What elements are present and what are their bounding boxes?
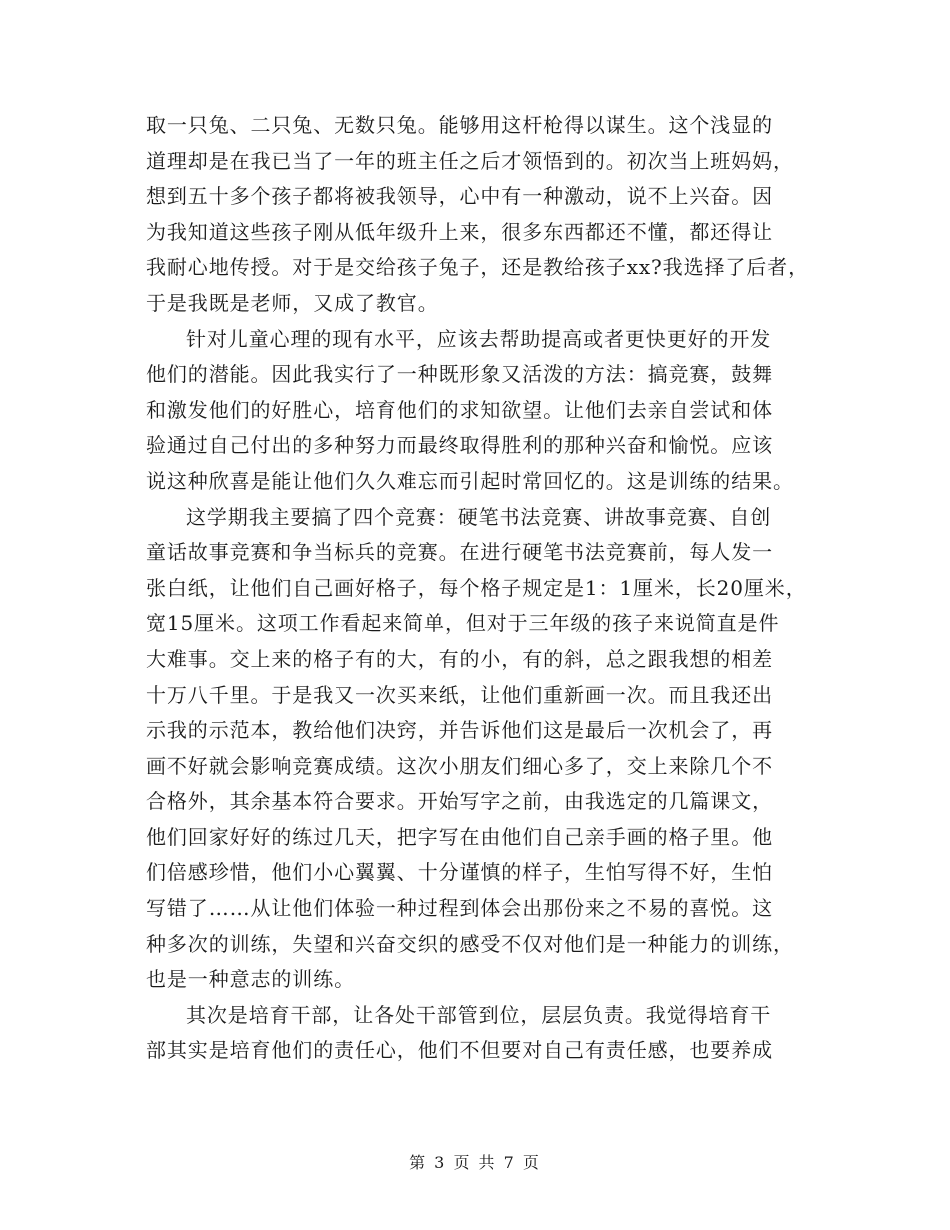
- text-line: 也是一种意志的训练。: [146, 967, 355, 992]
- text-line: 于是我既是老师，又成了教官。: [146, 290, 439, 315]
- text-line: 十万八千里。于是我又一次买来纸，让他们重新画一次。而且我还出: [146, 682, 773, 707]
- text-line: 他们回家好好的练过几天，把字写在由他们自己亲手画的格子里。他: [146, 824, 773, 849]
- text-line: 种多次的训练，失望和兴奋交织的感受不仅对他们是一种能力的训练，: [146, 931, 794, 956]
- text-line: 合格外，其余基本符合要求。开始写字之前，由我选定的几篇课文，: [146, 789, 773, 814]
- text-line: 取一只兔、二只兔、无数只兔。能够用这杆枪得以谋生。这个浅显的: [146, 113, 773, 137]
- body-text: [146, 108, 826, 1069]
- text-line: 我耐心地传授。对于是交给孩子兔子，还是教给孩子xx?我选择了后者，: [146, 255, 809, 280]
- page-number-footer: 第 3 页 共 7 页: [409, 1153, 541, 1172]
- text-line: 验通过自己付出的多种努力而最终取得胜利的那种兴奋和愉悦。应该: [146, 433, 773, 458]
- text-line: 为我知道这些孩子刚从低年级升上来，很多东西都还不懂，都还得让: [146, 219, 773, 244]
- text-line: 道理却是在我已当了一年的班主任之后才领悟到的。初次当上班妈妈，: [146, 148, 794, 173]
- text-line: 大难事。交上来的格子有的大，有的小，有的斜，总之跟我想的相差: [146, 646, 773, 671]
- text-line: 宽15厘米。这项工作看起来简单，但对于三年级的孩子来说简直是件: [146, 611, 780, 636]
- text-line: 和激发他们的好胜心，培育他们的求知欲望。让他们去亲自尝试和体: [146, 397, 773, 422]
- text-line: 其次是培育干部，让各处干部管到位，层层负责。我觉得培育干: [186, 1002, 772, 1027]
- text-line: 这学期我主要搞了四个竞赛：硬笔书法竞赛、讲故事竞赛、自创: [186, 504, 772, 529]
- text-line: 张白纸，让他们自己画好格子，每个格子规定是1：1厘米，长20厘米，: [146, 575, 807, 600]
- text-line: 针对儿童心理的现有水平，应该去帮助提高或者更快更好的开发: [186, 326, 772, 351]
- text-line: 写错了……从让他们体验一种过程到体会出那份来之不易的喜悦。这: [146, 896, 773, 921]
- text-line: 童话故事竞赛和争当标兵的竞赛。在进行硬笔书法竞赛前，每人发一: [146, 540, 773, 565]
- text-line: 说这种欣喜是能让他们久久难忘而引起时常回忆的。这是训练的结果。: [146, 468, 794, 493]
- text-line: 画不好就会影响竞赛成绩。这次小朋友们细心多了，交上来除几个不: [146, 753, 773, 778]
- text-line: 部其实是培育他们的责任心，他们不但要对自己有责任感，也要养成: [146, 1038, 773, 1063]
- text-line: 示我的示范本，教给他们决窍，并告诉他们这是最后一次机会了，再: [146, 718, 773, 743]
- text-line: 想到五十多个孩子都将被我领导，心中有一种激动，说不上兴奋。因: [146, 184, 773, 209]
- text-line: 他们的潜能。因此我实行了一种既形象又活泼的方法：搞竞赛，鼓舞: [146, 362, 773, 387]
- text-line: 们倍感珍惜，他们小心翼翼、十分谨慎的样子，生怕写得不好，生怕: [146, 860, 773, 885]
